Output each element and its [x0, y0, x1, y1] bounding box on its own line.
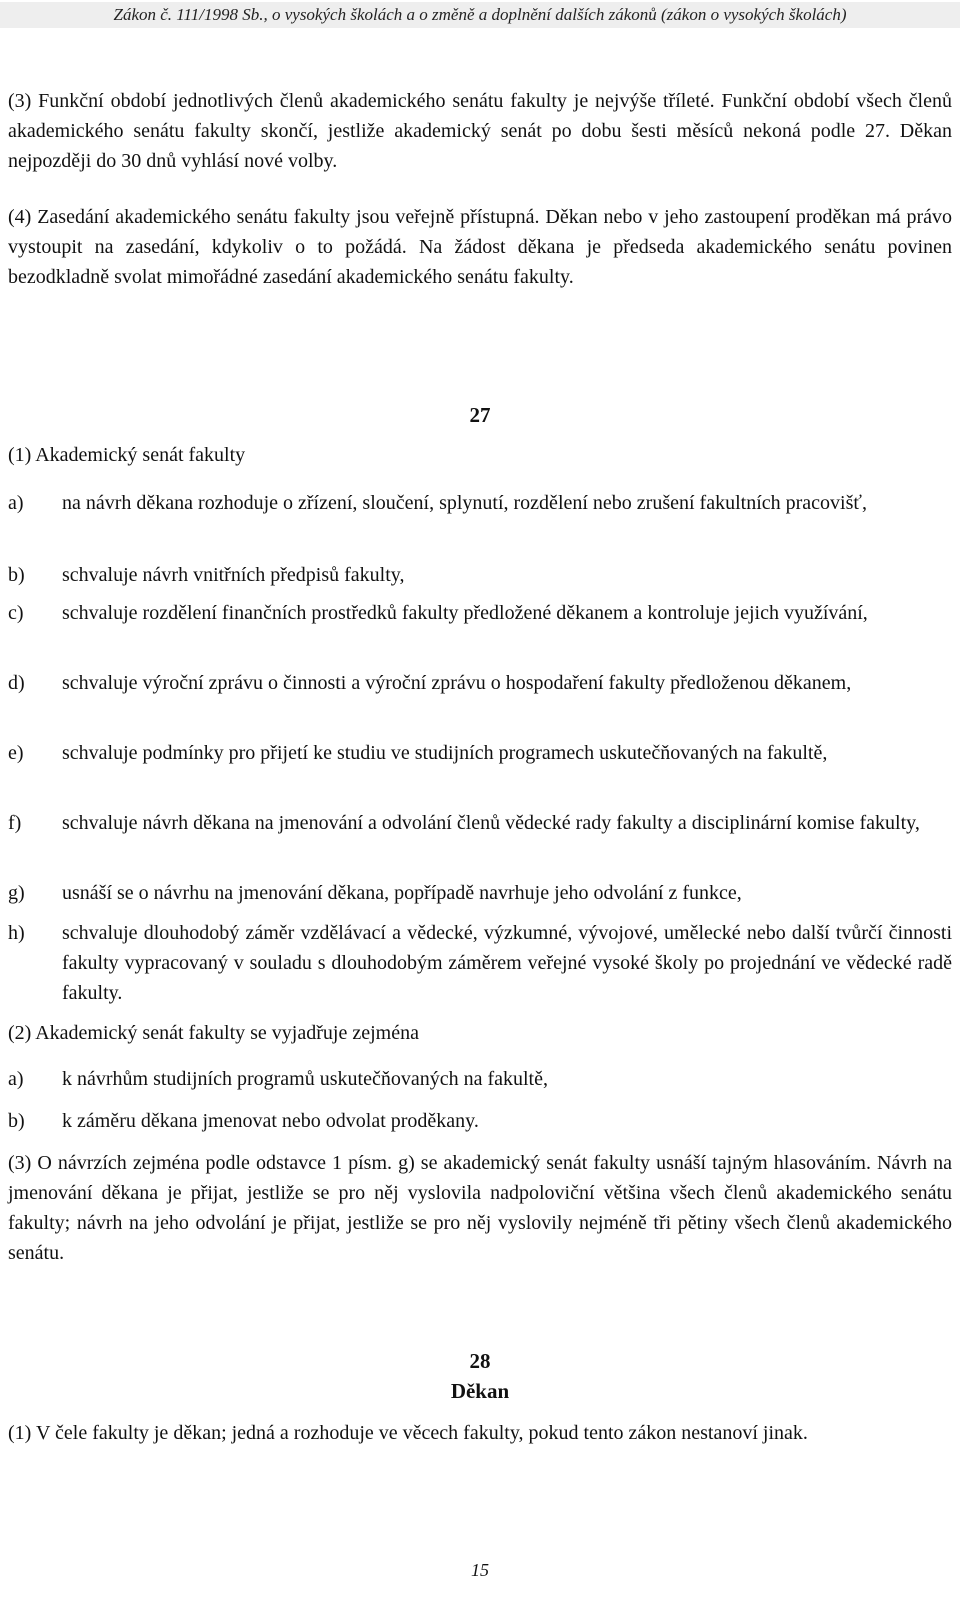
page-number: 15: [471, 1560, 489, 1580]
item-text: schvaluje podmínky pro přijetí ke studiu ve studijních programech uskutečňovaných na fakultě,: [62, 742, 828, 764]
item-text: k záměru děkana jmenovat nebo odvolat proděkany.: [62, 1110, 479, 1132]
art26-paragraph-3: (3) Funkční období jednotlivých členů akademického senátu fakulty je nejvýše tříleté. Funkční období všech členů akademického senátu fakulty skončí, jestliže akademický senát po dobu šesti měsíců nekoná podle 27. Děkan nejpozději do 30 dnů vyhlásí nové volby.: [8, 90, 952, 172]
art27-item-f: [8, 808, 952, 838]
item-text: schvaluje návrh vnitřních předpisů fakulty,: [62, 564, 405, 586]
item-label: c): [8, 602, 24, 624]
art26-paragraph-4: (4) Zasedání akademického senátu fakulty jsou veřejně přístupná. Děkan nebo v jeho zastoupení proděkan má právo vystoupit na zasedání, kdykoliv o to požádá. Na žádost děkana je předseda akademického senátu povinen bezodkladně svolat mimořádné zasedání akademického senátu fakulty.: [8, 206, 952, 288]
item-label: f): [8, 812, 22, 834]
item-text: schvaluje výroční zprávu o činnosti a výroční zprávu o hospodaření fakulty předloženou děkanem,: [62, 672, 852, 694]
item-label: b): [8, 1110, 25, 1132]
art28-title: Děkan: [450, 1379, 510, 1403]
item-label: e): [8, 742, 24, 764]
item-label: g): [8, 882, 25, 904]
art27-item-c: [8, 598, 952, 628]
item-text: na návrh děkana rozhoduje o zřízení, sloučení, splynutí, rozdělení nebo zrušení fakultních pracovišť,: [62, 492, 867, 514]
art27-heading: 27: [469, 403, 491, 427]
item-text: usnáší se o návrhu na jmenování děkana, popřípadě navrhuje jeho odvolání z funkce,: [62, 882, 742, 904]
art27-paragraph-1-intro: (1) Akademický senát fakulty: [8, 444, 246, 466]
item-text: schvaluje návrh děkana na jmenování a odvolání členů vědecké rady fakulty a disciplinární komise fakulty,: [62, 812, 920, 834]
art27-p2-item-a: [8, 1064, 952, 1094]
item-text: k návrhům studijních programů uskutečňovaných na fakultě,: [62, 1068, 548, 1090]
item-text: schvaluje dlouhodobý záměr vzdělávací a vědecké, výzkumné, vývojové, umělecké nebo další tvůrčí činnosti fakulty vypracovaný v souladu s dlouhodobým záměrem veřejné vysoké školy po projednání ve vědecké radě fakulty.: [62, 922, 952, 1004]
item-label: h): [8, 922, 25, 944]
art27-paragraph-3: (3) O návrzích zejména podle odstavce 1 písm. g) se akademický senát fakulty usnáší tajným hlasováním. Návrh na jmenování děkana je přijat, jestliže se pro něj vyslovila nadpoloviční většina všech členů akademického senátu fakulty; návrh na jeho odvolání je přijat, jestliže se pro něj vyslovily nejméně tři pětiny všech členů akademického senátu.: [8, 1152, 952, 1264]
art28-heading: 28: [469, 1349, 491, 1373]
art27-item-g: [8, 878, 952, 908]
art27-paragraph-2-intro: (2) Akademický senát fakulty se vyjadřuje zejména: [8, 1022, 419, 1044]
page-header: Zákon č. 111/1998 Sb., o vysokých školách a o změně a doplnění dalších zákonů (zákon o vysokých školách): [0, 2, 960, 28]
art27-p2-item-b: [8, 1106, 952, 1136]
item-label: b): [8, 564, 25, 586]
art27-item-e: [8, 738, 952, 768]
item-label: a): [8, 1068, 24, 1090]
art27-item-b: [8, 560, 952, 590]
item-label: a): [8, 492, 24, 514]
art27-item-h: [8, 918, 952, 1008]
art27-item-d: [8, 668, 952, 698]
art28-paragraph-1: (1) V čele fakulty je děkan; jedná a rozhoduje ve věcech fakulty, pokud tento zákon nestanoví jinak.: [8, 1422, 808, 1444]
item-text: schvaluje rozdělení finančních prostředků fakulty předložené děkanem a kontroluje jejich využívání,: [62, 602, 868, 624]
art27-item-a: [8, 488, 952, 518]
item-label: d): [8, 672, 25, 694]
